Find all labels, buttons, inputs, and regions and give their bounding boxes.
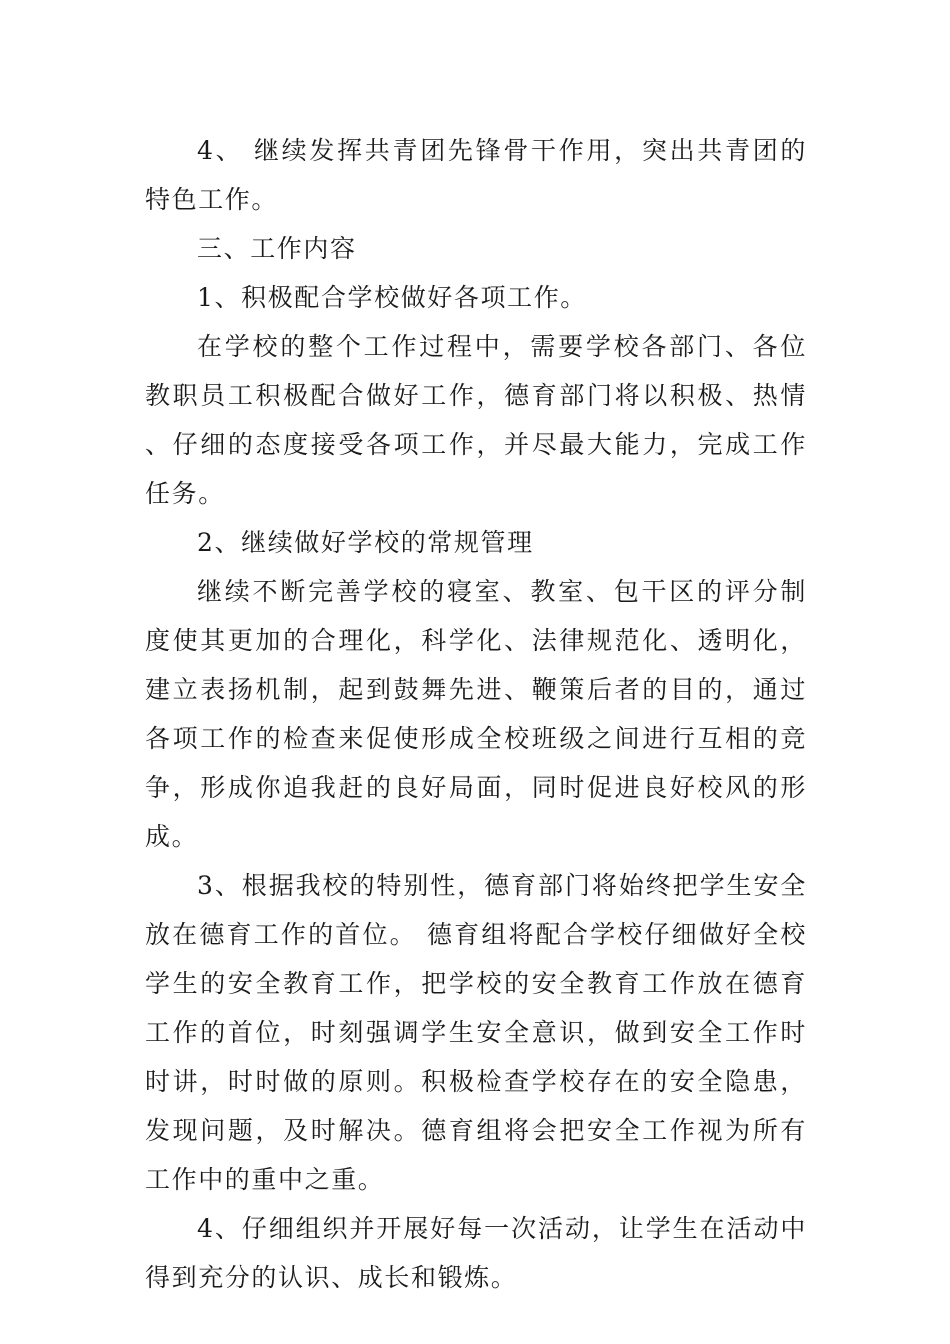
paragraph-item-4: 4、仔细组织并开展好每一次活动，让学生在活动中得到充分的认识、成长和锻炼。 bbox=[145, 1214, 807, 1292]
paragraph-item-2-body: 继续不断完善学校的寝室、教室、包干区的评分制度使其更加的合理化，科学化、法律规范化、透明化，建立表扬机制，起到鼓舞先进、鞭策后者的目的，通过各项工作的检查来促使形成全校班级之间进行互相的竞争，形成你追我赶的良好局面，同时促进良好校风的形成。 bbox=[145, 577, 807, 851]
subheading-item-2: 2、继续做好学校的常规管理 bbox=[197, 528, 534, 557]
document-body bbox=[145, 126, 807, 1302]
section-heading-work-content: 三、工作内容 bbox=[197, 234, 357, 263]
paragraph-item-1-body: 在学校的整个工作过程中，需要学校各部门、各位教职员工积极配合做好工作，德育部门将以积极、热情、仔细的态度接受各项工作，并尽最大能力，完成工作任务。 bbox=[145, 332, 807, 508]
paragraph-item-3: 3、根据我校的特别性，德育部门将始终把学生安全放在德育工作的首位。 德育组将配合学校仔细做好全校学生的安全教育工作，把学校的安全教育工作放在德育工作的首位，时刻强调学生安全意识，做到安全工作时时讲，时时做的原则。积极检查学校存在的安全隐患，发现问题，及时解决。德育组将会把安全工作视为所有工作中的重中之重。 bbox=[145, 871, 807, 1194]
paragraph-goal-4: 4、 继续发挥共青团先锋骨干作用，突出共青团的特色工作。 bbox=[145, 136, 807, 214]
subheading-item-1: 1、积极配合学校做好各项工作。 bbox=[197, 283, 587, 312]
